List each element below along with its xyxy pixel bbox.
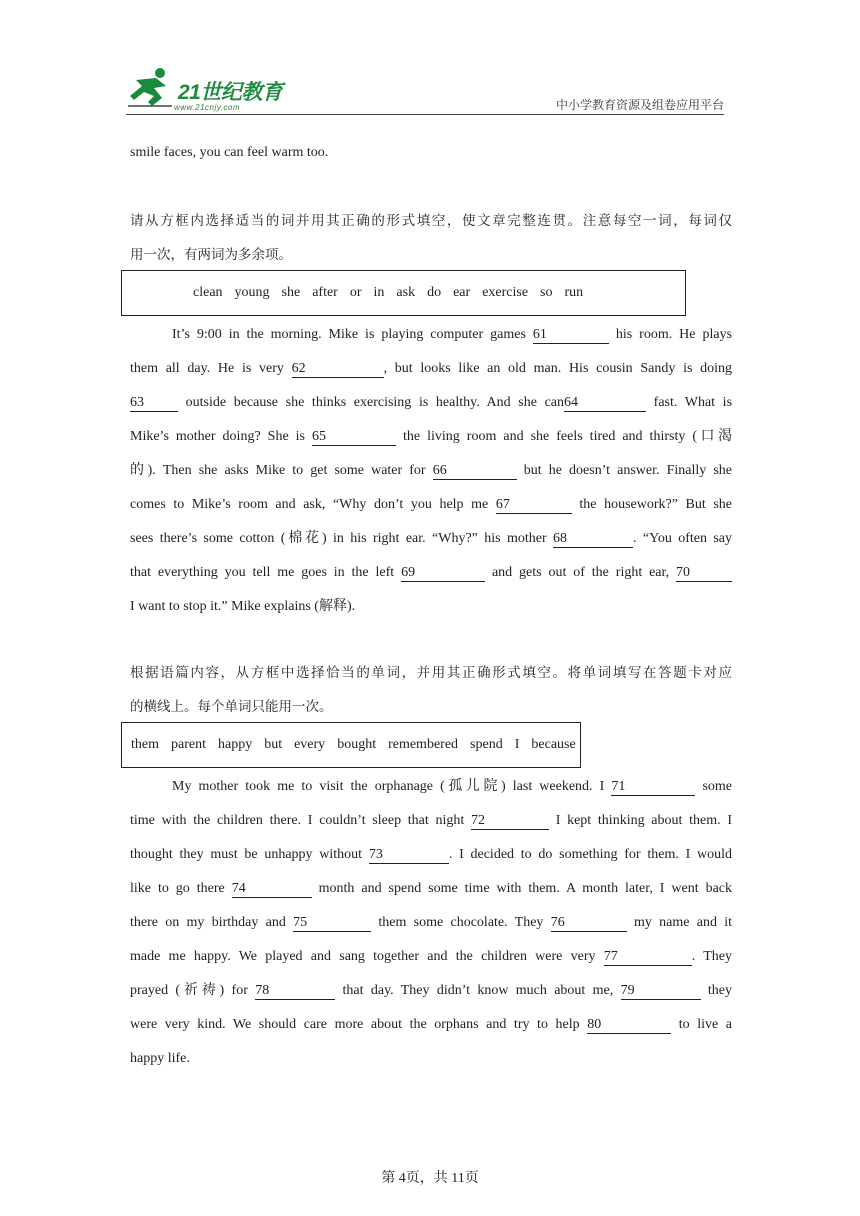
intro-line: smile faces, you can feel warm too. bbox=[130, 145, 329, 160]
section2-instruction-line1: 根据语篇内容，从方框中选择恰当的单词，并用其正确形式填空。将单词填写在答题卡对应 bbox=[130, 665, 732, 681]
word-box-item: clean bbox=[193, 285, 223, 300]
word-box-item: spend bbox=[470, 737, 503, 752]
word-box-item: ear bbox=[453, 285, 471, 300]
section1-instruction-line2: 用一次，有两词为多余项。 bbox=[130, 247, 292, 263]
passage2-line: thought they must be unhappy without 73 . I decided to do something for them. I would bbox=[130, 847, 732, 862]
passage1-line: It’s 9:00 in the morning. Mike is playing computer games 61 his room. He plays bbox=[172, 327, 733, 342]
word-box-item: every bbox=[294, 737, 326, 752]
word-box-item: remembered bbox=[388, 737, 459, 752]
word-box-item: or bbox=[349, 285, 362, 300]
word-box-item: bought bbox=[337, 737, 377, 752]
passage1-line: them all day. He is very 62 , but looks like an old man. His cousin Sandy is doing bbox=[130, 361, 732, 376]
word-box-item: happy bbox=[217, 737, 253, 752]
section1-instruction-line1: 请从方框内选择适当的词并用其正确的形式填空，使文章完整连贯。注意每空一词，每词仅 bbox=[130, 213, 732, 229]
word-box-item: I bbox=[514, 737, 520, 752]
answer-blank-66[interactable]: 66 bbox=[433, 463, 517, 480]
answer-blank-67[interactable]: 67 bbox=[496, 497, 572, 514]
answer-blank-61[interactable]: 61 bbox=[533, 327, 609, 344]
passage1-line: comes to Mike’s room and ask, “Why don’t you help me 67 the housework?” But she bbox=[130, 497, 733, 512]
answer-blank-71[interactable]: 71 bbox=[611, 779, 695, 796]
answer-blank-79[interactable]: 79 bbox=[621, 983, 701, 1000]
word-box-item: run bbox=[564, 285, 584, 300]
word-box-item: ask bbox=[396, 285, 416, 300]
page-number: 第 4页，共 11页 bbox=[381, 1171, 479, 1186]
section2-instruction-line2: 的横线上。每个单词只能用一次。 bbox=[130, 699, 333, 715]
word-box-item: so bbox=[540, 285, 553, 300]
word-box-item: but bbox=[264, 737, 283, 752]
header-divider bbox=[126, 114, 724, 115]
passage2-line: happy life. bbox=[130, 1051, 190, 1066]
answer-blank-80[interactable]: 80 bbox=[587, 1017, 671, 1034]
answer-blank-76[interactable]: 76 bbox=[551, 915, 627, 932]
answer-blank-64[interactable]: 64 bbox=[564, 395, 646, 412]
passage1-line: that everything you tell me goes in the left 69 and gets out of the right ear, 70 bbox=[130, 556, 732, 590]
word-box-item: young bbox=[234, 285, 270, 300]
passage1-line: 的). Then she asks Mike to get some water for 66 but he doesn’t answer. Finally she bbox=[130, 463, 732, 478]
section2-word-box bbox=[121, 722, 581, 768]
word-box-item: them bbox=[131, 737, 159, 752]
answer-blank-69[interactable]: 69 bbox=[401, 565, 485, 582]
passage2-line: My mother took me to visit the orphanage (孤儿院) last weekend. I 71 some bbox=[172, 779, 732, 794]
passage1-line: 63 outside because she thinks exercising is healthy. And she can64 fast. What is bbox=[130, 395, 733, 410]
word-box-item: do bbox=[427, 285, 442, 300]
answer-blank-70[interactable]: 70 bbox=[676, 565, 732, 582]
answer-blank-75[interactable]: 75 bbox=[293, 915, 371, 932]
logo-text: 21世纪教育 bbox=[178, 81, 283, 104]
passage2-line: like to go there 74 month and spend some time with them. A month later, I went back bbox=[130, 881, 732, 896]
word-box-item: because bbox=[531, 737, 576, 752]
answer-blank-65[interactable]: 65 bbox=[312, 429, 396, 446]
passage1-line: sees there’s some cotton (棉花) in his right ear. “Why?” his mother 68 . “You often say bbox=[130, 531, 732, 546]
answer-blank-62[interactable]: 62 bbox=[292, 361, 384, 378]
word-box-item: she bbox=[281, 285, 301, 300]
answer-blank-68[interactable]: 68 bbox=[553, 531, 633, 548]
passage2-line: were very kind. We should care more about the orphans and try to help 80 to live a bbox=[130, 1017, 733, 1032]
word-box-item: parent bbox=[171, 737, 206, 752]
word-box-item: in bbox=[373, 285, 385, 300]
header-platform-name: 中小学教育资源及组卷应用平台 bbox=[555, 98, 724, 112]
answer-blank-74[interactable]: 74 bbox=[232, 881, 312, 898]
passage2-line: prayed (祈祷) for 78 that day. They didn’t know much about me, 79 they bbox=[130, 983, 732, 998]
answer-blank-77[interactable]: 77 bbox=[604, 949, 692, 966]
word-box-item: after bbox=[312, 285, 338, 300]
passage2-line: made me happy. We played and sang together and the children were very 77 . They bbox=[130, 949, 733, 964]
section1-word-box bbox=[121, 270, 686, 316]
page-header bbox=[126, 66, 724, 116]
logo-url: www.21cnjy.com bbox=[174, 103, 240, 112]
word-box-item: exercise bbox=[482, 285, 529, 300]
answer-blank-72[interactable]: 72 bbox=[471, 813, 549, 830]
runner-logo-icon bbox=[126, 66, 178, 110]
passage2-line: time with the children there. I couldn’t sleep that night 72 I kept thinking about them. I bbox=[130, 813, 732, 828]
answer-blank-73[interactable]: 73 bbox=[369, 847, 449, 864]
passage1-line: Mike’s mother doing? She is 65 the living room and she feels tired and thirsty (口渴 bbox=[130, 429, 732, 444]
answer-blank-63[interactable]: 63 bbox=[130, 395, 178, 412]
site-logo bbox=[126, 66, 296, 114]
answer-blank-78[interactable]: 78 bbox=[255, 983, 335, 1000]
passage1-line: I want to stop it.” Mike explains (解释). bbox=[130, 599, 356, 614]
passage2-line: there on my birthday and 75 them some chocolate. They 76 my name and it bbox=[130, 915, 733, 930]
